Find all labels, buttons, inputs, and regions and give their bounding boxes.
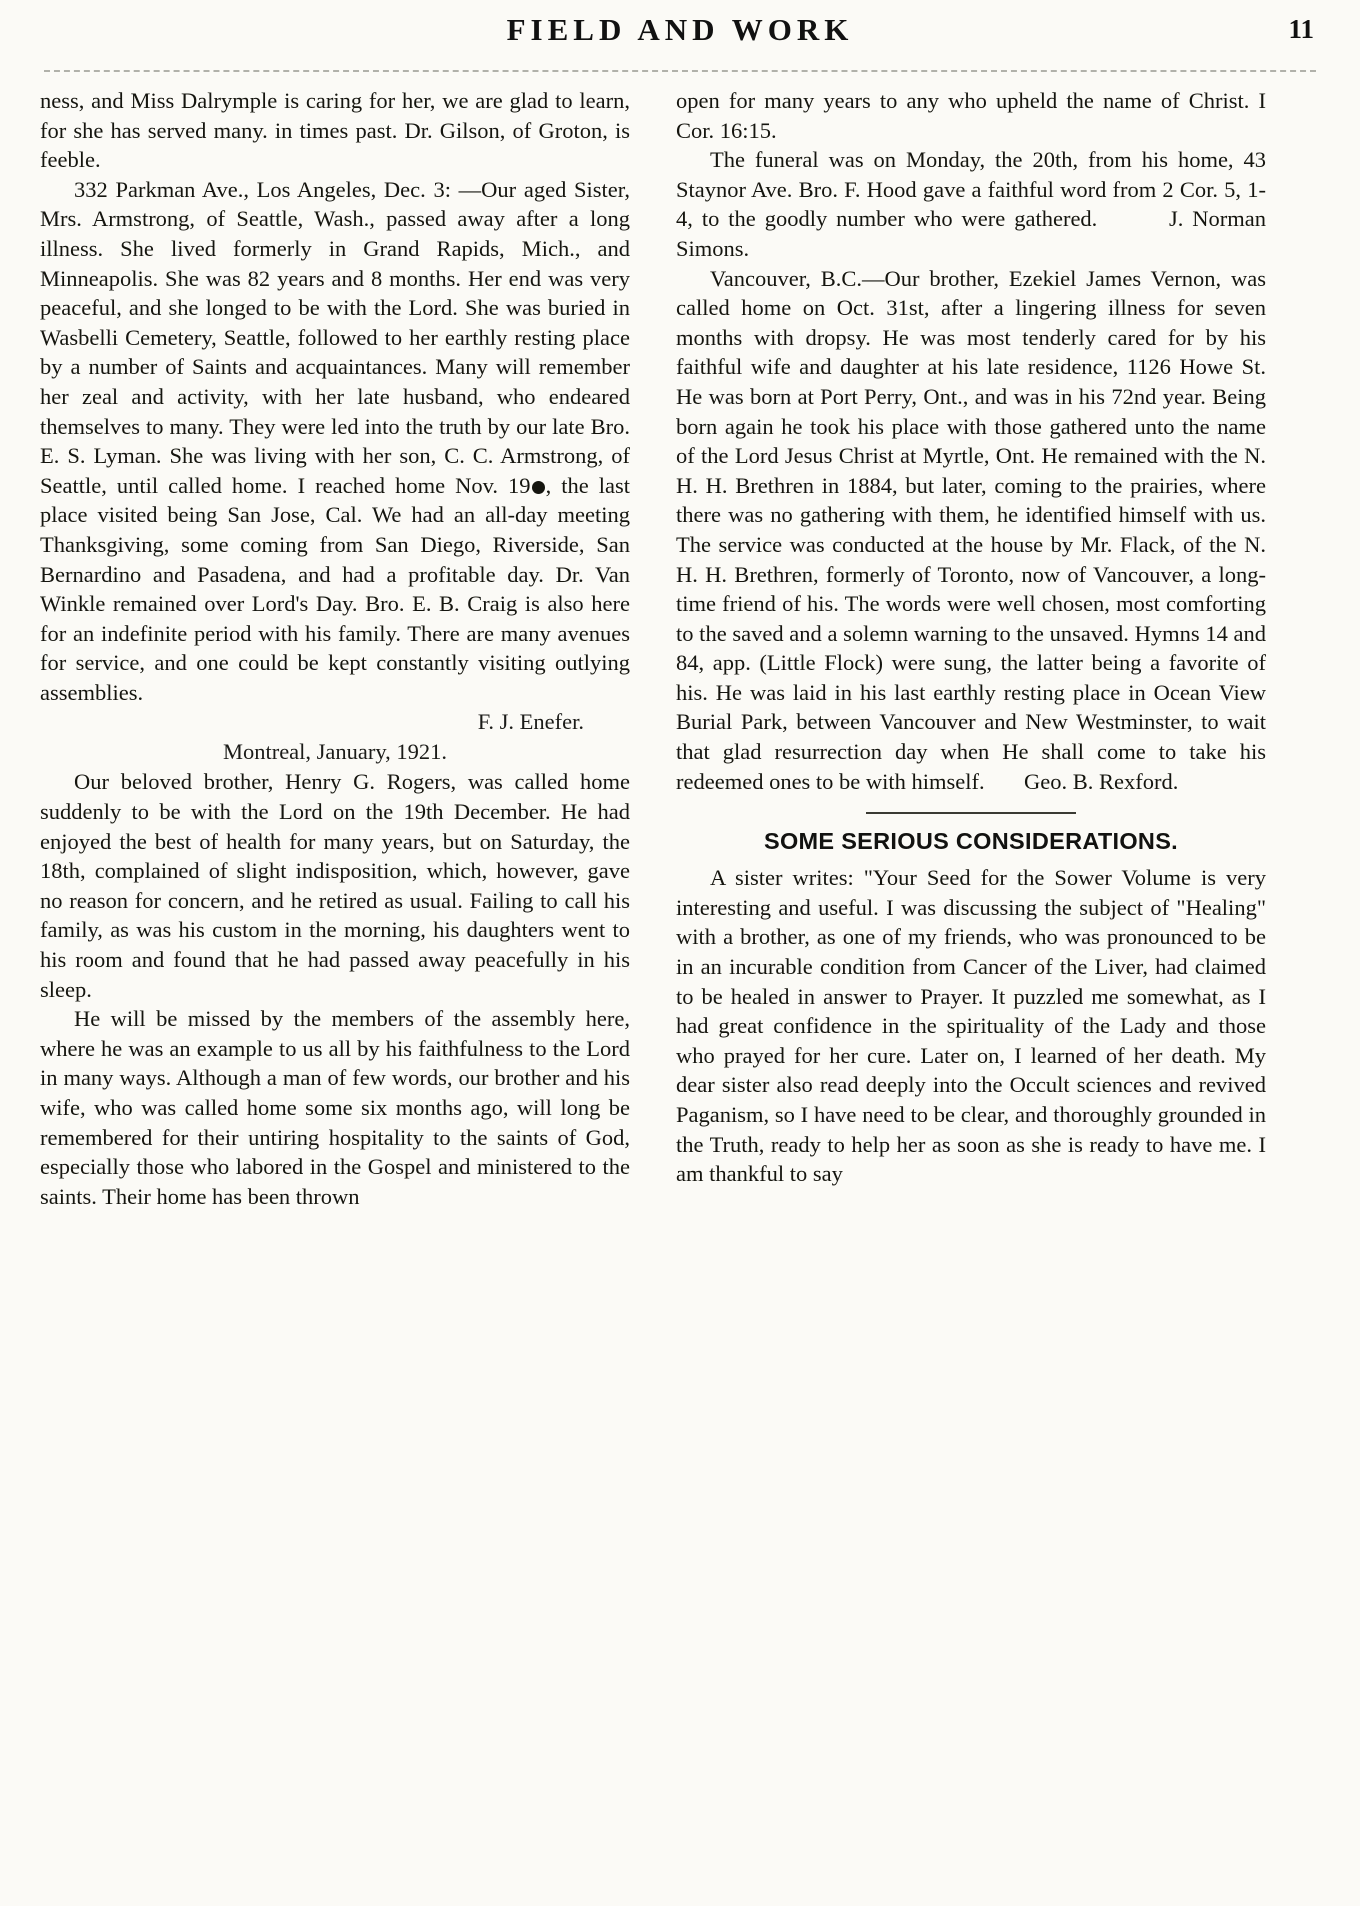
signature-simons: J. Norman Simons. (676, 206, 1266, 261)
dateline-montreal: Montreal, January, 1921. (222, 739, 448, 765)
section-heading: SOME SERIOUS CONSIDERATIONS. (763, 828, 1179, 855)
paragraph-vancouver (676, 264, 1266, 797)
paragraph-los-angeles-text-a: 332 Parkman Ave., Los Angeles, Dec. 3: —Our aged Sister, Mrs. Armstrong, of Seattle, Wash., passed away after a long illness. She lived formerly in Grand Rapids, Mich., and Minneapolis. She was 82 years and 8 months. Her end was very peaceful, and she longed to be with the Lord. She was buried in Wasbelli Cemetery, Seattle, followed to her earthly resting place by a number of Saints and acquaintances. Many will remember her zeal and activity, with her late husband, who endeared themselves to many. They were led into the truth by our late Bro. E. S. Lyman. She was living with her son, C. C. Armstrong, of Seattle, until called home. I reached home Nov. 19 (40, 176, 630, 498)
paragraph-considerations: A sister writes: "Your Seed for the Sower Volume is very interesting and useful. I was discussing the subject of "Healing" with a brother, as one of my friends, who was pronounced to be in an incurable condition from Cancer of the Liver, had claimed to be healed in answer to Prayer. It puzzled me somewhat, as I had great confidence in the spirituality of the Lady and those who prayed for her cure. Later on, I learned of her death. My dear sister also read deeply into the Occult sciences and revived Paganism, so I have need to be clear, and thoroughly grounded in the Truth, ready to help her as soon as she is ready to have me. I am thankful to say (676, 865, 1266, 1187)
right-column (676, 86, 1266, 1189)
header-divider (44, 70, 1316, 72)
signature-enefer: F. J. Enefer. (477, 709, 584, 735)
paragraph-funeral-text: The funeral was on Monday, the 20th, from his home, 43 Staynor Ave. Bro. F. Hood gave a faithful word from 2 Cor. 5, 1-4, to the goodly number who were gathered. (676, 147, 1266, 232)
section-divider (866, 812, 1076, 814)
left-column (40, 86, 630, 1211)
paragraph-continuation: ness, and Miss Dalrymple is caring for her, we are glad to learn, for she has served many. in times past. Dr. Gilson, of Groton, is feeble. (40, 88, 630, 173)
page-header (40, 8, 1320, 64)
paragraph-los-angeles-text-b: , the last place visited being San Jose, Cal. We had an all-day meeting Thanksgiving, some coming from San Diego, Riverside, San Bernardino and Pasadena, and had a profitable day. Dr. Van Winkle remained over Lord's Day. Bro. E. B. Craig is also here for an indefinite period with his family. There are many avenues for service, and one could be kept constantly visiting outlying assemblies. (40, 472, 630, 705)
paragraph-funeral (676, 145, 1266, 263)
paragraph-rogers-2: He will be missed by the members of the assembly here, where he was an example to us all by his faithfulness to the Lord in many ways. Although a man of few words, our brother and his wife, who was called home some six months ago, will long be remembered for their untiring hospitality to the saints of God, especially those who labored in the Gospel and ministered to the saints. Their home has been thrown (40, 1006, 630, 1209)
paragraph-vancouver-text: Vancouver, B.C.—Our brother, Ezekiel James Vernon, was called home on Oct. 31st, after a lingering illness for seven months with dropsy. He was most tenderly cared for by his faithful wife and daughter at his late residence, 1126 Howe St. He was born at Port Perry, Ont., and was in his 72nd year. Being born again he took his place with those gathered unto the name of the Lord Jesus Christ at Myrtle, Ont. He remained with the N. H. H. Brethren in 1884, but later, coming to the prairies, where there was no gathering with them, he identified himself with us. The service was conducted at the house by Mr. Flack, of the N. H. H. Brethren, formerly of Toronto, now of Vancouver, a long-time friend of his. The words were well chosen, most comforting to the saved and a solemn warning to the unsaved. Hymns 14 and 84, app. (Little Flock) were sung, the latter being a favorite of his. He was laid in his last earthly resting place in Ocean View Burial Park, between Vancouver and New Westminster, to wait that glad resurrection day when He shall come to take his redeemed ones to be with himself. (676, 265, 1266, 794)
paragraph-continuation-right: open for many years to any who upheld the name of Christ. I Cor. 16:15. (676, 88, 1266, 143)
paragraph-rogers-1: Our beloved brother, Henry G. Rogers, was called home suddenly to be with the Lord on the 19th December. He had enjoyed the best of health for many years, but on Saturday, the 18th, complained of slight indisposition, which, however, gave no reason for concern, and he retired as usual. Failing to call his family, as was his custom in the morning, his daughters went to his room and found that he had passed away peacefully in his sleep. (40, 769, 630, 1002)
running-title: FIELD AND WORK (506, 12, 854, 47)
page-number: 11 (1288, 14, 1314, 44)
two-column-body (40, 86, 1320, 1211)
signature-rexford: Geo. B. Rexford. (1024, 768, 1179, 794)
ink-blot-icon (532, 481, 545, 494)
paragraph-los-angeles (40, 175, 630, 708)
document-page (0, 8, 1360, 1906)
